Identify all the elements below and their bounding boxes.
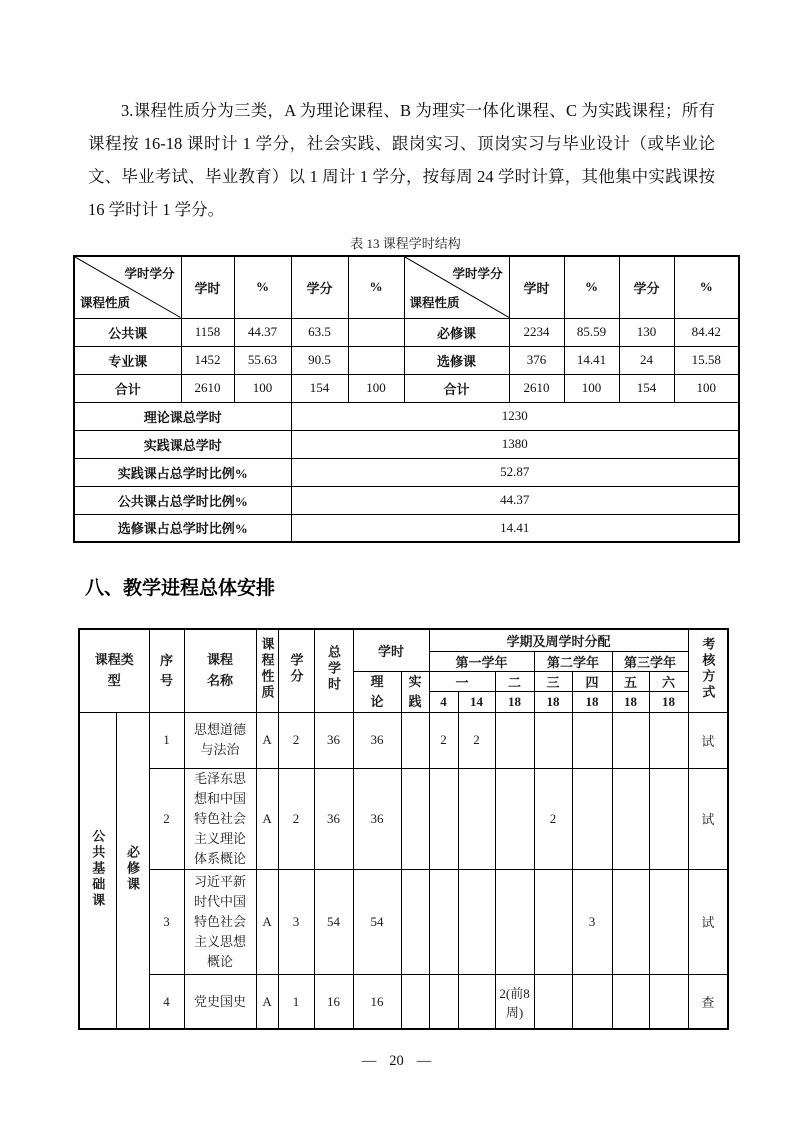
th-year1: 第一学年 (429, 651, 534, 671)
th-theory: 理论 (353, 671, 401, 712)
th-hours: 学时 (353, 629, 429, 671)
footer-dash: — (416, 1053, 432, 1070)
cell: 55.63 (234, 346, 291, 374)
cell: 24 (619, 346, 674, 374)
week-cell (534, 869, 572, 974)
col-header-percent: % (234, 256, 291, 318)
col-header-percent: % (674, 256, 739, 318)
col-header-credits: 学分 (619, 256, 674, 318)
footer-dash: — (361, 1053, 377, 1070)
th-practice: 实践 (401, 671, 429, 712)
seq-cell: 2 (149, 768, 184, 869)
week-cell (458, 869, 495, 974)
summary-row (74, 486, 739, 514)
page-number: 20 (389, 1053, 404, 1070)
week-cell (612, 974, 649, 1029)
cell: 2610 (181, 374, 234, 402)
diag-label-bottom: 课程性质 (409, 295, 460, 310)
col-header-percent: % (348, 256, 404, 318)
cell: 154 (619, 374, 674, 402)
seq-cell: 3 (149, 869, 184, 974)
cell: 90.5 (291, 346, 348, 374)
cell: 2610 (509, 374, 564, 402)
assessment-cell: 试 (688, 869, 728, 974)
diag-label-top: 学时学分 (124, 267, 175, 281)
course-name-cell: 毛泽东思想和中国特色社会主义理论体系概论 (184, 768, 256, 869)
practice-hours-cell (401, 712, 429, 768)
credits-cell: 2 (278, 712, 314, 768)
week-cell (572, 768, 612, 869)
week-cell (649, 869, 688, 974)
theory-hours-cell: 16 (353, 974, 401, 1029)
th-weeks: 18 (572, 691, 612, 712)
seq-cell: 1 (149, 712, 184, 768)
col-header-percent: % (564, 256, 619, 318)
assessment-cell: 试 (688, 768, 728, 869)
summary-value: 14.41 (291, 514, 739, 542)
week-cell (649, 768, 688, 869)
summary-label: 理论课总学时 (74, 402, 291, 430)
col-header-hours: 学时 (181, 256, 234, 318)
diagonal-header-cell (74, 256, 181, 318)
row-label: 合计 (74, 374, 181, 402)
course-name-cell: 习近平新时代中国特色社会主义思想概论 (184, 869, 256, 974)
week-cell (429, 768, 458, 869)
th-weeks: 18 (534, 691, 572, 712)
th-semester-distribution: 学期及周学时分配 (429, 629, 688, 651)
th-semester-4: 四 (572, 671, 612, 691)
row-label: 专业课 (74, 346, 181, 374)
cell: 100 (564, 374, 619, 402)
summary-value: 52.87 (291, 458, 739, 486)
teaching-schedule-table (78, 628, 729, 1030)
cell: 14.41 (564, 346, 619, 374)
week-cell: 2 (429, 712, 458, 768)
summary-label: 公共课占总学时比例% (74, 486, 291, 514)
week-cell: 2 (458, 712, 495, 768)
week-cell (649, 974, 688, 1029)
course-row (79, 869, 728, 974)
summary-row (74, 458, 739, 486)
nature-cell: A (256, 974, 278, 1029)
th-total-hours: 总学时 (314, 629, 353, 712)
week-cell: 3 (572, 869, 612, 974)
th-seq: 序号 (149, 629, 184, 712)
week-cell (649, 712, 688, 768)
page-footer (0, 1053, 793, 1070)
assessment-cell: 查 (688, 974, 728, 1029)
week-cell (534, 712, 572, 768)
week-cell (534, 974, 572, 1029)
section-heading: 八、教学进程总体安排 (85, 578, 276, 599)
col-header-hours: 学时 (509, 256, 564, 318)
course-row (79, 974, 728, 1029)
diag-label-top: 学时学分 (452, 267, 503, 281)
cell (348, 346, 404, 374)
theory-hours-cell: 54 (353, 869, 401, 974)
row-label: 必修课 (404, 318, 509, 346)
summary-value: 1230 (291, 402, 739, 430)
table-row (74, 346, 739, 374)
course-category: 公共基础课 (79, 712, 116, 1029)
course-name-cell: 党史国史 (184, 974, 256, 1029)
th-weeks: 18 (495, 691, 534, 712)
cell (348, 318, 404, 346)
th-weeks: 18 (612, 691, 649, 712)
credits-cell: 1 (278, 974, 314, 1029)
practice-hours-cell (401, 869, 429, 974)
week-cell (429, 869, 458, 974)
week-cell (458, 974, 495, 1029)
row-label: 选修课 (404, 346, 509, 374)
cell: 1452 (181, 346, 234, 374)
credits-cell: 2 (278, 768, 314, 869)
table-row (74, 374, 739, 402)
credits-cell: 3 (278, 869, 314, 974)
th-semester-3: 三 (534, 671, 572, 691)
total-hours-cell: 54 (314, 869, 353, 974)
week-cell (572, 712, 612, 768)
th-course-type: 课程类型 (79, 629, 149, 712)
th-assessment: 考核方式 (688, 629, 728, 712)
assessment-cell: 试 (688, 712, 728, 768)
cell: 154 (291, 374, 348, 402)
week-cell (495, 869, 534, 974)
week-cell (612, 712, 649, 768)
body-paragraph: 3.课程性质分为三类，A 为理论课程、B 为理实一体化课程、C 为实践课程；所有课程按 16-18 课时计 1 学分，社会实践、跟岗实习、顶岗实习与毕业设计（或毕业论文、毕业考试、毕业教育）以 1 周计 1 学分，按每周 24 学时计算，其他集中实践课按 16 学时计 1 学分。 (88, 101, 715, 219)
th-weeks: 4 (429, 691, 458, 712)
th-semester-5: 五 (612, 671, 649, 691)
week-cell (572, 974, 612, 1029)
th-course-name: 课程名称 (184, 629, 256, 712)
cell: 100 (234, 374, 291, 402)
theory-hours-cell: 36 (353, 712, 401, 768)
cell: 15.58 (674, 346, 739, 374)
week-cell (612, 768, 649, 869)
nature-cell: A (256, 768, 278, 869)
cell: 376 (509, 346, 564, 374)
week-cell: 2 (534, 768, 572, 869)
row-label: 公共课 (74, 318, 181, 346)
week-cell (429, 974, 458, 1029)
th-weeks: 18 (649, 691, 688, 712)
course-hours-structure-table (73, 255, 740, 543)
col-header-credits: 学分 (291, 256, 348, 318)
week-cell (612, 869, 649, 974)
table2-container (78, 628, 727, 1030)
total-hours-cell: 36 (314, 712, 353, 768)
th-semester-2: 二 (495, 671, 534, 691)
summary-row (74, 402, 739, 430)
summary-row (74, 514, 739, 542)
cell: 100 (674, 374, 739, 402)
cell: 1158 (181, 318, 234, 346)
diag-label-bottom: 课程性质 (80, 295, 131, 310)
th-year2: 第二学年 (534, 651, 612, 671)
cell: 63.5 (291, 318, 348, 346)
th-semester-6: 六 (649, 671, 688, 691)
table-row (74, 318, 739, 346)
cell: 2234 (509, 318, 564, 346)
week-cell (495, 712, 534, 768)
summary-value: 1380 (291, 430, 739, 458)
row-label: 合计 (404, 374, 509, 402)
summary-label: 实践课总学时 (74, 430, 291, 458)
total-hours-cell: 16 (314, 974, 353, 1029)
th-credits: 学分 (278, 629, 314, 712)
th-weeks: 14 (458, 691, 495, 712)
cell: 44.37 (234, 318, 291, 346)
seq-cell: 4 (149, 974, 184, 1029)
nature-cell: A (256, 712, 278, 768)
cell: 84.42 (674, 318, 739, 346)
th-year3: 第三学年 (612, 651, 688, 671)
cell: 100 (348, 374, 404, 402)
cell: 130 (619, 318, 674, 346)
total-hours-cell: 36 (314, 768, 353, 869)
th-semester-1: 一 (429, 671, 495, 691)
week-cell (495, 768, 534, 869)
nature-cell: A (256, 869, 278, 974)
course-row (79, 768, 728, 869)
diagonal-header-cell (404, 256, 509, 318)
summary-row (74, 430, 739, 458)
week-cell (458, 768, 495, 869)
summary-label: 选修课占总学时比例% (74, 514, 291, 542)
table13-caption: 表 13 课程学时结构 (350, 236, 461, 251)
course-row (79, 712, 728, 768)
theory-hours-cell: 36 (353, 768, 401, 869)
week-cell: 2(前8周) (495, 974, 534, 1029)
table13-container (73, 255, 738, 543)
course-subcategory: 必修课 (116, 712, 149, 1029)
summary-value: 44.37 (291, 486, 739, 514)
summary-label: 实践课占总学时比例% (74, 458, 291, 486)
th-course-nature: 课程性质 (256, 629, 278, 712)
course-name-cell: 思想道德与法治 (184, 712, 256, 768)
practice-hours-cell (401, 768, 429, 869)
practice-hours-cell (401, 974, 429, 1029)
cell: 85.59 (564, 318, 619, 346)
